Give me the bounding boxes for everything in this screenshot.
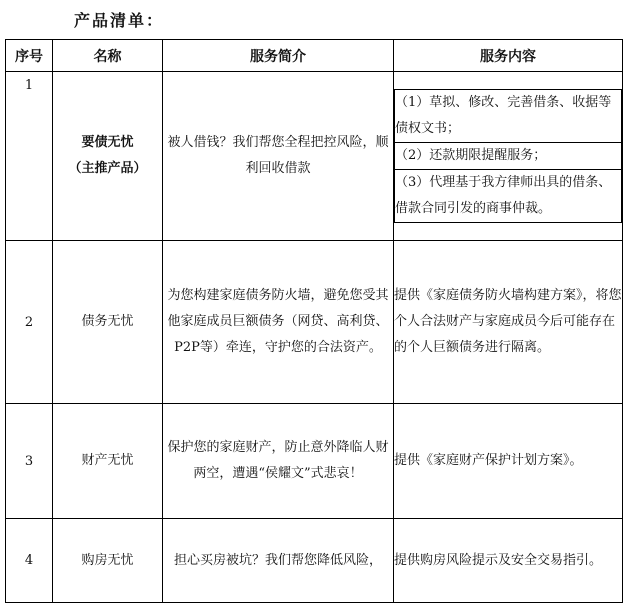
table-row [6,241,623,404]
table-row [6,404,623,519]
table-row [6,519,623,603]
service-intro: 保护您的家庭财产，防止意外降临人财两空，遭遇“侯耀文”式悲哀！ [163,404,394,519]
table-header-row [6,40,623,72]
service-intro: 担心买房被坑？我们帮您降低风险， [163,519,394,603]
product-table [5,39,623,603]
product-name: 要债无忧 [81,135,134,150]
product-name: 购房无忧 [53,519,163,603]
service-content: 提供《家庭财产保护计划方案》。 [394,404,623,519]
table-row [6,72,623,241]
row-number: 4 [6,519,53,603]
service-content-item: （2）还款期限提醒服务； [395,143,622,170]
column-header-name: 名称 [53,40,163,72]
service-intro: 被人借钱？我们帮您全程把控风险，顺利回收借款 [163,72,394,241]
column-header-content: 服务内容 [394,40,623,72]
row-number: 1 [6,72,53,241]
service-content: 提供《家庭债务防火墙构建方案》，将您个人合法财产与家庭成员今后可能存在的个人巨额债务进行隔离。 [394,241,623,404]
row-number: 3 [6,404,53,519]
service-content: 提供购房风险提示及安全交易指引。 [394,519,623,603]
service-content-item: （3）代理基于我方律师出具的借条、借款合同引发的商事仲裁。 [395,170,622,223]
service-intro: 为您构建家庭债务防火墙，避免您受其他家庭成员巨额债务（网贷、高利贷、P2P等）牵连，守护您的合法资产。 [163,241,394,404]
page-heading: 产品清单： [74,11,165,30]
product-name-cell [53,72,163,241]
service-content-item: （1）草拟、修改、完善借条、收据等债权文书； [395,90,622,143]
column-header-no: 序号 [6,40,53,72]
service-content-list [394,89,622,223]
service-content-cell [394,72,623,241]
column-header-intro: 服务简介 [163,40,394,72]
product-name-tag: （主推产品） [68,161,147,176]
product-name: 财产无忧 [53,404,163,519]
row-number: 2 [6,241,53,404]
product-name: 债务无忧 [53,241,163,404]
